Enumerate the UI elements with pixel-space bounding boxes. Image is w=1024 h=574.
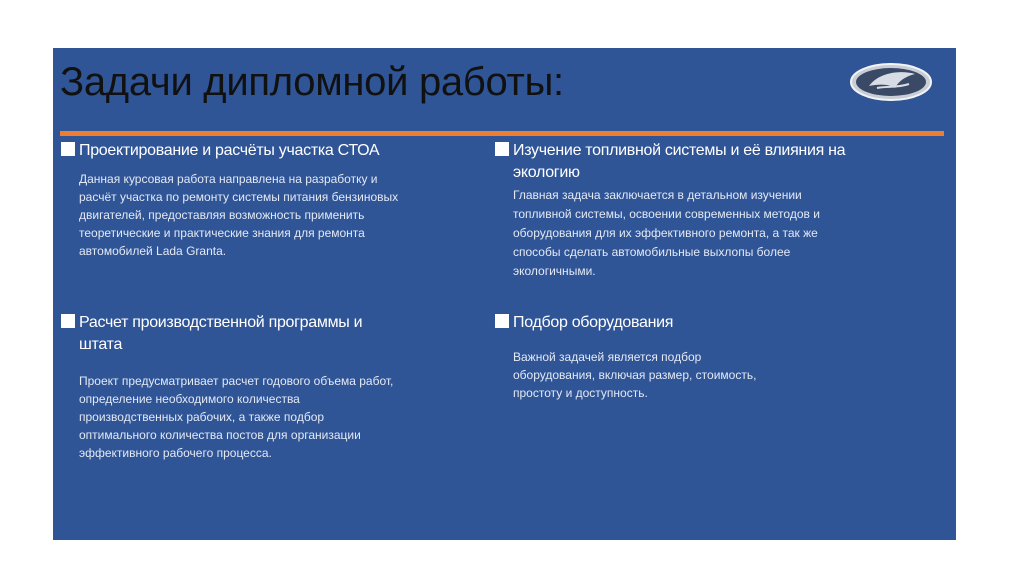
square-bullet-icon [495,142,509,156]
task-title: Расчет производственной программы и штата [79,314,363,353]
square-bullet-icon [61,142,75,156]
task-block-production-program [61,312,401,462]
task-block-fuel-system [495,140,855,281]
square-bullet-icon [61,314,75,328]
page-title: Задачи дипломной работы: [60,60,564,104]
task-block-equipment [495,312,785,402]
slide [53,48,956,540]
task-description: Проект предусматривает расчет годового объема работ, определение необходимого количества производственных рабочих, а также подбор оптимального количества постов для организации эффективного рабочего процесса. [79,374,394,460]
task-description: Важной задачей является подбор оборудования, включая размер, стоимость, простоту и доступность. [513,350,757,400]
lada-logo-icon [849,62,933,102]
task-description: Данная курсовая работа направлена на разработку и расчёт участка по ремонту системы питания бензиновых двигателей, предоставляя возможность применить теоретические и практические знания для ремонта автомобилей Lada Granta. [79,172,399,258]
task-description: Главная задача заключается в детальном изучении топливной системы, освоении современных методов и оборудования для их эффективного ремонта, а так же способы сделать автомобильные выхлопы более экологичными. [513,188,820,278]
task-block-stoa [61,140,413,260]
task-title: Подбор оборудования [513,314,674,331]
task-title: Изучение топливной системы и её влияния на экологию [513,142,846,181]
title-divider [60,131,944,136]
task-title: Проектирование и расчёты участка СТОА [79,142,380,159]
square-bullet-icon [495,314,509,328]
